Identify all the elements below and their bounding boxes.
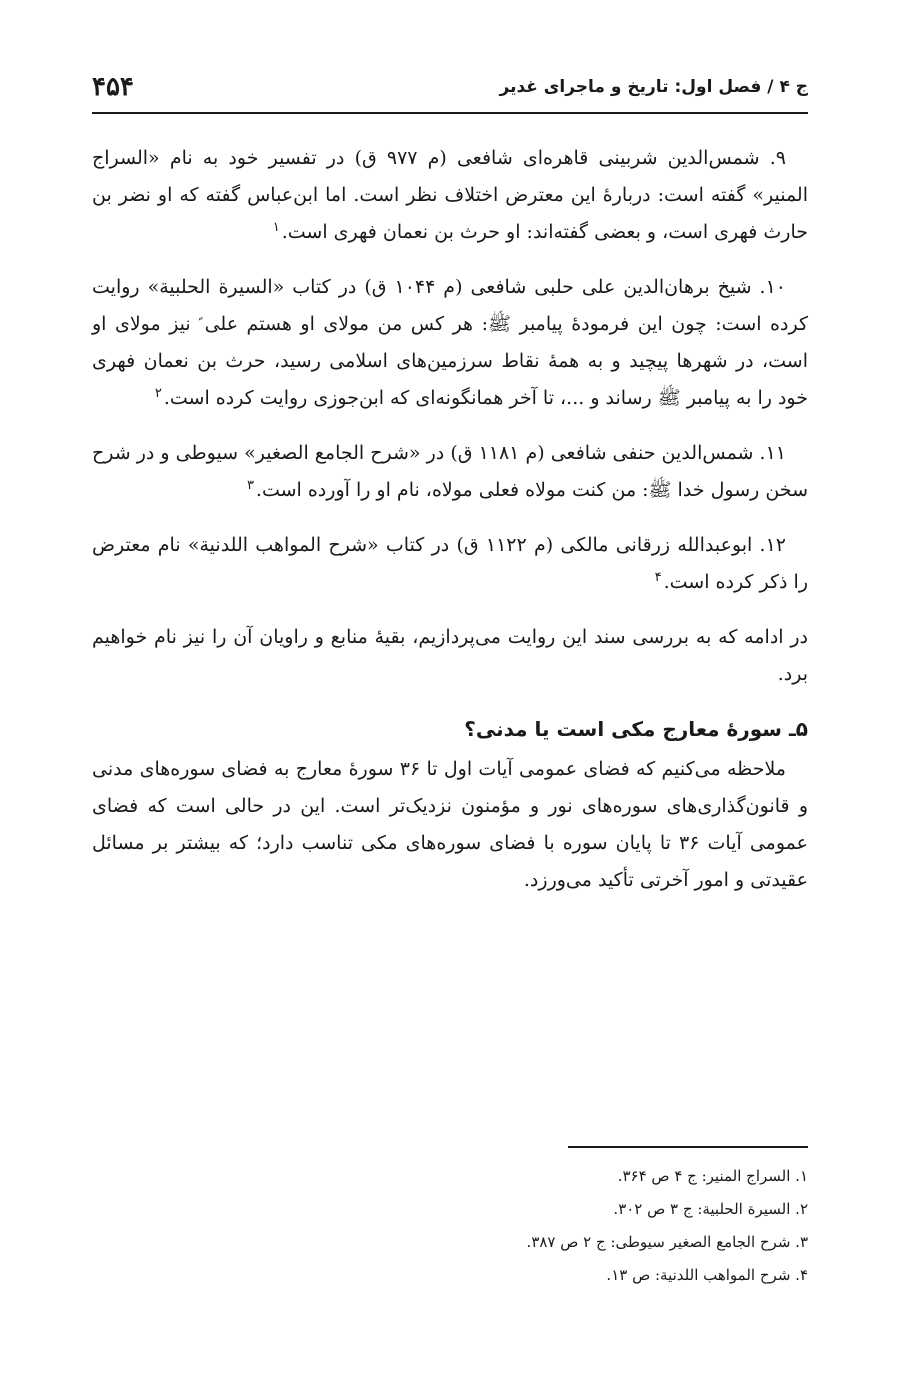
footnote-reference[interactable]: ۱	[272, 219, 280, 235]
running-title: ج ۴ / فصل اول: تاریخ و ماجرای غدیر	[499, 77, 808, 97]
page-body	[92, 140, 808, 917]
paragraph-item-9: ۹. شمس‌الدین شربینی قاهره‌ای شافعی (م ۹۷۷ ق) در تفسیر خود به نام «السراج المنیر» گفته است: دربارهٔ این معترض اختلاف نظر است. اما ابن‌عباس گفته که او نضر بن حارث فهری است، و بعضی گفته‌اند: او حرث بن نعمان فهری است.$^۱$	[92, 147, 808, 243]
footnote-item: ۳. شرح الجامع الصغیر سیوطی: ج ۲ ص ۳۸۷.	[526, 1233, 808, 1251]
paragraph-item-12: ۱۲. ابوعبدالله زرقانی مالکی (م ۱۱۲۲ ق) در کتاب «شرح المواهب اللدنیة» نام معترض را ذکر کرده است.$^۴$	[92, 534, 808, 593]
footnote-item: ۱. السراج المنیر: ج ۴ ص ۳۶۴.	[617, 1167, 808, 1185]
section-paragraph: ملاحظه می‌کنیم که فضای عمومی آیات اول تا ۳۶ سورهٔ معارج به فضای سوره‌های مدنی و قانون‌گذاری‌های سوره‌های نور و مؤمنون نزدیک‌تر است. این در حالی است که فضای عمومی آیات ۳۶ تا پایان سوره با فضای سوره‌های مکی تناسب دارد؛ که بیشتر بر مسائل عقیدتی و امور آخرتی تأکید می‌ورزد.	[92, 758, 808, 891]
footnote-reference[interactable]: ۴	[654, 569, 662, 585]
paragraph-item-11: ۱۱. شمس‌الدین حنفی شافعی (م ۱۱۸۱ ق) در «شرح الجامع الصغیر» سیوطی و در شرح سخن رسول خدا ﷺ: من کنت مولاه فعلی مولاه، نام او را آورده است.$^۳$	[92, 442, 808, 501]
page-number: ۴۵۴	[92, 72, 134, 102]
section-heading: ۵ـ سورهٔ معارج مکی است یا مدنی؟	[464, 717, 808, 741]
footnote-item: ۲. السیرة الحلبیة: ج ۳ ص ۳۰۲.	[613, 1200, 808, 1218]
footnote-divider	[568, 1146, 808, 1148]
page-header	[92, 62, 808, 114]
footnote-reference[interactable]: ۳	[246, 477, 254, 493]
paragraph-item-10: ۱۰. شیخ برهان‌الدین علی حلبی شافعی (م ۱۰۴۴ ق) در کتاب «السیرة الحلبیة» روایت کرده است: چون این فرمودهٔ پیامبر ﷺ: هر کس من مولای او هستم علی ؑ نیز مولای او است، در شهرها پیچید و به همهٔ نقاط سرزمین‌های اسلامی رسید، حرث بن نعمان فهری خود را به پیامبر ﷺ رساند و ...، تا آخر همانگونه‌ای که ابن‌جوزی روایت کرده است.$^۲$	[92, 276, 808, 409]
footnote-item: ۴. شرح المواهب اللدنیة: ص ۱۳.	[606, 1266, 808, 1284]
paragraph-closing: در ادامه که به بررسی سند این روایت می‌پردازیم، بقیهٔ منابع و راویان آن را نیز نام خواهیم برد.	[92, 626, 808, 685]
footnotes	[92, 1160, 808, 1292]
footnote-reference[interactable]: ۲	[154, 385, 162, 401]
